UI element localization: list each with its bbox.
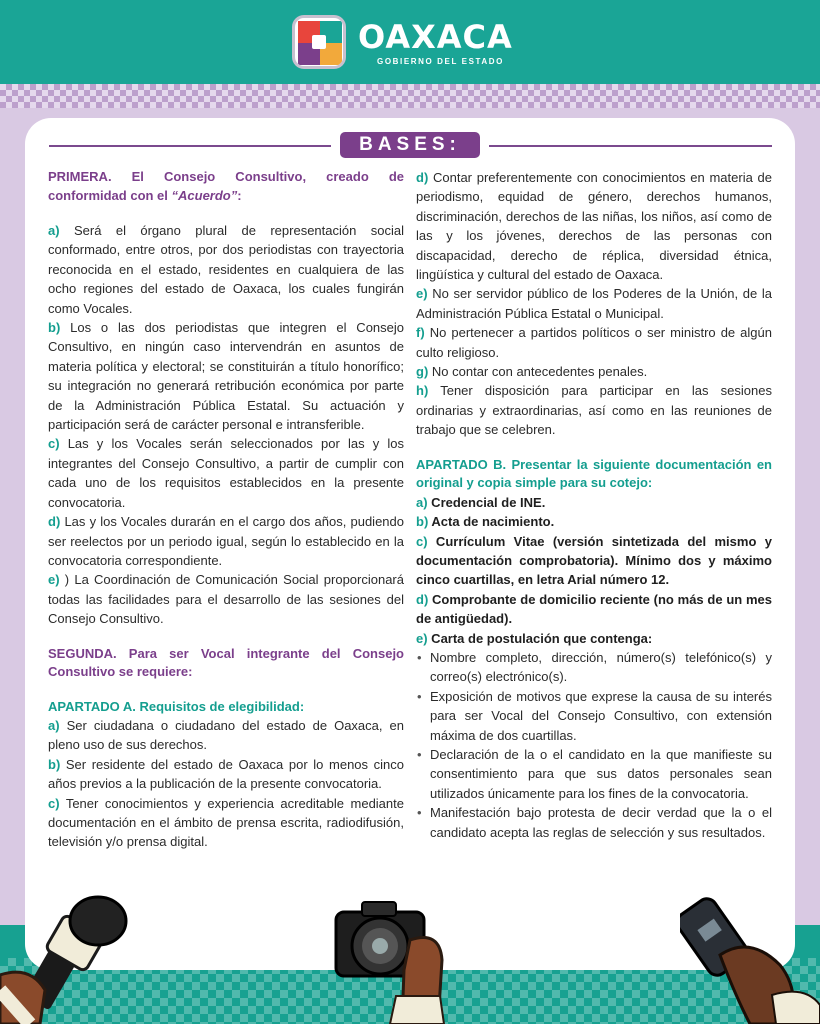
list-item: c) Las y los Vocales serán seleccionados por las y los integrantes del Consejo Consultivo, a partir de cumplir con cada uno de los requisitos establecidos en la presente convocatoria. <box>48 436 404 510</box>
list-item: b) Los o las dos periodistas que integren el Consejo Consultivo, en ningún caso intervendrán en asuntos de materia política y electoral; se constituirán a título honorífico; su integración no generará retribución económica por parte de la Administración Pública Estatal. Su actuación y participación será de carácter personal e intransferible. <box>48 320 404 433</box>
brand-title: OAXACA <box>358 18 513 56</box>
list-item: a) Será el órgano plural de representación social conformado, entre otros, por dos periodistas con trayectoria reconocida en el estado, residentes en cualquiera de las ocho regiones del estado de Oaxaca, los cuales fungirán como Vocales. <box>48 223 404 316</box>
list-item: d) Contar preferentemente con conocimientos en materia de periodismo, equidad de género, derechos humanos, discriminación, derechos de las niñas, los niños, así como de las y los jóvenes, derechos de las personas con discapacidad, derecho de réplica, diversidad étnica, lingüística y cultural del estado de Oaxaca. <box>416 170 772 283</box>
divider-left <box>49 145 331 147</box>
brand-subtitle: GOBIERNO DEL ESTADO <box>377 57 505 66</box>
list-item: e) Carta de postulación que contenga: <box>416 630 653 646</box>
list-item: g) No contar con antecedentes penales. <box>416 364 648 380</box>
divider-right <box>489 145 772 147</box>
list-item: a) Credencial de INE. <box>416 494 546 510</box>
list-item: e) No ser servidor público de los Poderes de la Unión, de la Administración Pública Estatal o Municipal. <box>416 286 772 321</box>
right-column <box>416 168 772 842</box>
section-tag: BASES: <box>340 132 480 158</box>
segunda-heading: SEGUNDA. Para ser Vocal integrante del Consejo Consultivo se requiere: <box>48 645 404 680</box>
primera-heading: PRIMERA. El Consejo Consultivo, creado de conformidad con el “Acuerdo”: <box>48 169 404 203</box>
bullet-item: • Declaración de la o el candidato en la que manifieste su consentimiento para que sus datos personales sean utilizados únicamente para los fines de la convocatoria. <box>416 745 772 803</box>
list-item: c) Currículum Vitae (versión sintetizada del mismo y documentación comprobatoria). Mínimo dos y máximo cinco cuartillas, en letra Arial número 12. <box>416 533 772 588</box>
voice-recorder-icon <box>680 895 820 1024</box>
camera-icon <box>330 900 450 1024</box>
bullet-item: • Nombre completo, dirección, número(s) telefónico(s) y correo(s) electrónico(s). <box>416 648 772 687</box>
apartado-a-heading: APARTADO A. Requisitos de elegibilidad: <box>48 698 305 714</box>
bullet-item: • Manifestación bajo protesta de decir verdad que la o el candidato acepta las reglas de selección y sus resultados. <box>416 803 772 842</box>
list-item: d) Comprobante de domicilio reciente (no más de un mes de antigüedad). <box>416 591 772 627</box>
list-item: d) Las y los Vocales durarán en el cargo dos años, pudiendo ser reelectos por un periodo igual, según lo establecido en la convocatoria correspondiente. <box>48 514 404 568</box>
header-bar <box>0 0 820 84</box>
list-item: h) Tener disposición para participar en las sesiones ordinarias y extraordinarias, así como en las reuniones de trabajo que se celebren. <box>416 383 772 438</box>
list-item: f) No pertenecer a partidos políticos o ser ministro de algún culto religioso. <box>416 325 772 360</box>
apartado-b-heading: APARTADO B. Presentar la siguiente documentación en original y copia simple para su cotejo: <box>416 456 772 491</box>
list-item: b) Acta de nacimiento. <box>416 514 555 530</box>
left-column <box>48 168 404 852</box>
list-item: e) ) La Coordinación de Comunicación Social proporcionará todas las facilidades para el desarrollo de las sesiones del Consejo Consultivo. <box>48 572 404 627</box>
bullet-item: • Exposición de motivos que exprese la causa de su interés para ser Vocal del Consejo Consultivo, con extensión máxima de dos cuartillas. <box>416 687 772 745</box>
list-item: c) Tener conocimientos y experiencia acreditable mediante documentación en el ámbito de prensa escrita, radiodifusión, televisión y/o prensa digital. <box>48 795 404 850</box>
oaxaca-emblem-icon <box>292 15 346 69</box>
list-item: a) Ser ciudadana o ciudadano del estado de Oaxaca, en pleno uso de sus derechos. <box>48 718 404 753</box>
decorative-pattern-band <box>0 84 820 108</box>
microphone-icon <box>0 895 140 1024</box>
list-item: b) Ser residente del estado de Oaxaca por lo menos cinco años previos a la publicación de la presente convocatoria. <box>48 756 404 792</box>
